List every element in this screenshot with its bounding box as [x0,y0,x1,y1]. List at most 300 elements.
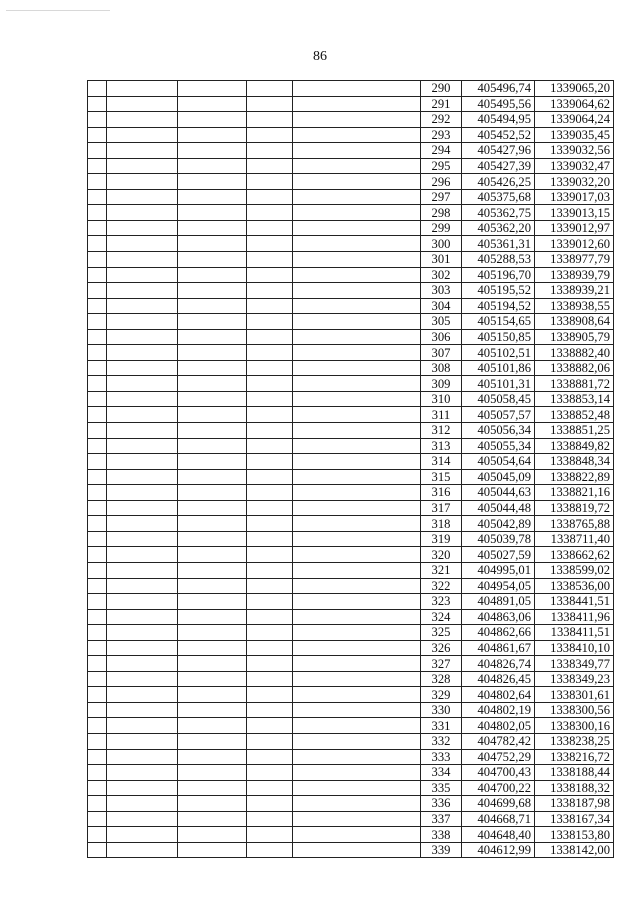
empty-cell [178,143,247,159]
x-coordinate-cell: 404802,64 [462,687,535,703]
x-coordinate-cell: 405044,63 [462,485,535,501]
table-row [88,656,614,672]
point-number-cell: 312 [421,423,462,439]
table-row [88,314,614,330]
y-coordinate-cell: 1338349,23 [535,671,614,687]
point-number-cell: 319 [421,531,462,547]
empty-cell [107,407,178,423]
point-number-cell: 310 [421,391,462,407]
empty-cell [293,609,421,625]
empty-cell [178,500,247,516]
empty-cell [293,298,421,314]
empty-cell [88,827,107,843]
y-coordinate-cell: 1339064,24 [535,112,614,128]
empty-cell [88,360,107,376]
empty-cell [293,827,421,843]
empty-cell [247,827,293,843]
empty-cell [293,811,421,827]
empty-cell [293,702,421,718]
empty-cell [247,391,293,407]
table-row [88,500,614,516]
point-number-cell: 293 [421,127,462,143]
y-coordinate-cell: 1338821,16 [535,485,614,501]
point-number-cell: 290 [421,81,462,97]
point-number-cell: 324 [421,609,462,625]
empty-cell [178,236,247,252]
empty-cell [107,174,178,190]
x-coordinate-cell: 404802,05 [462,718,535,734]
empty-cell [88,205,107,221]
empty-cell [293,360,421,376]
y-coordinate-cell: 1339012,97 [535,220,614,236]
empty-cell [178,329,247,345]
x-coordinate-cell: 404700,43 [462,765,535,781]
empty-cell [178,220,247,236]
point-number-cell: 315 [421,469,462,485]
table-row [88,811,614,827]
x-coordinate-cell: 405496,74 [462,81,535,97]
table-row [88,718,614,734]
empty-cell [88,811,107,827]
table-row [88,236,614,252]
empty-cell [107,391,178,407]
empty-cell [293,842,421,858]
y-coordinate-cell: 1338852,48 [535,407,614,423]
y-coordinate-cell: 1338908,64 [535,314,614,330]
point-number-cell: 330 [421,702,462,718]
table-row [88,143,614,159]
empty-cell [107,594,178,610]
table-row [88,345,614,361]
y-coordinate-cell: 1338938,55 [535,298,614,314]
y-coordinate-cell: 1338441,51 [535,594,614,610]
point-number-cell: 299 [421,220,462,236]
x-coordinate-cell: 404863,06 [462,609,535,625]
empty-cell [107,112,178,128]
empty-cell [88,485,107,501]
empty-cell [178,345,247,361]
empty-cell [107,562,178,578]
empty-cell [178,252,247,268]
empty-cell [178,391,247,407]
empty-cell [88,314,107,330]
empty-cell [107,454,178,470]
point-number-cell: 317 [421,500,462,516]
empty-cell [107,127,178,143]
y-coordinate-cell: 1338939,79 [535,267,614,283]
y-coordinate-cell: 1338939,21 [535,283,614,299]
table-row [88,578,614,594]
empty-cell [178,656,247,672]
empty-cell [293,531,421,547]
empty-cell [178,640,247,656]
point-number-cell: 305 [421,314,462,330]
empty-cell [178,112,247,128]
empty-cell [88,578,107,594]
table-row [88,112,614,128]
x-coordinate-cell: 405056,34 [462,423,535,439]
point-number-cell: 297 [421,189,462,205]
empty-cell [178,562,247,578]
x-coordinate-cell: 405045,09 [462,469,535,485]
y-coordinate-cell: 1338819,72 [535,500,614,516]
empty-cell [88,391,107,407]
coordinates-table-body [88,81,614,858]
empty-cell [247,811,293,827]
table-row [88,594,614,610]
empty-cell [293,205,421,221]
x-coordinate-cell: 405042,89 [462,516,535,532]
empty-cell [178,485,247,501]
empty-cell [178,81,247,97]
empty-cell [107,298,178,314]
empty-cell [247,345,293,361]
empty-cell [88,112,107,128]
empty-cell [107,189,178,205]
empty-cell [178,687,247,703]
empty-cell [293,671,421,687]
y-coordinate-cell: 1338851,25 [535,423,614,439]
x-coordinate-cell: 405427,96 [462,143,535,159]
empty-cell [88,143,107,159]
empty-cell [293,174,421,190]
x-coordinate-cell: 405495,56 [462,96,535,112]
empty-cell [88,671,107,687]
y-coordinate-cell: 1338977,79 [535,252,614,268]
empty-cell [88,438,107,454]
empty-cell [107,376,178,392]
empty-cell [247,500,293,516]
table-row [88,749,614,765]
x-coordinate-cell: 404995,01 [462,562,535,578]
point-number-cell: 325 [421,625,462,641]
table-row [88,842,614,858]
point-number-cell: 332 [421,733,462,749]
empty-cell [247,780,293,796]
empty-cell [247,205,293,221]
empty-cell [107,796,178,812]
x-coordinate-cell: 405427,39 [462,158,535,174]
point-number-cell: 314 [421,454,462,470]
empty-cell [247,220,293,236]
x-coordinate-cell: 405426,25 [462,174,535,190]
table-row [88,547,614,563]
x-coordinate-cell: 404700,22 [462,780,535,796]
empty-cell [107,220,178,236]
x-coordinate-cell: 405452,52 [462,127,535,143]
table-row [88,687,614,703]
empty-cell [293,329,421,345]
y-coordinate-cell: 1338153,80 [535,827,614,843]
table-row [88,96,614,112]
y-coordinate-cell: 1338188,44 [535,765,614,781]
x-coordinate-cell: 405101,31 [462,376,535,392]
x-coordinate-cell: 405057,57 [462,407,535,423]
table-row [88,329,614,345]
y-coordinate-cell: 1338711,40 [535,531,614,547]
y-coordinate-cell: 1339013,15 [535,205,614,221]
table-row [88,531,614,547]
point-number-cell: 294 [421,143,462,159]
table-row [88,671,614,687]
table-row [88,796,614,812]
empty-cell [88,796,107,812]
table-row [88,516,614,532]
point-number-cell: 291 [421,96,462,112]
empty-cell [107,702,178,718]
empty-cell [247,423,293,439]
empty-cell [88,345,107,361]
empty-cell [293,143,421,159]
empty-cell [107,360,178,376]
empty-cell [107,827,178,843]
empty-cell [107,438,178,454]
empty-cell [107,267,178,283]
empty-cell [247,298,293,314]
empty-cell [88,158,107,174]
empty-cell [178,96,247,112]
empty-cell [107,718,178,734]
y-coordinate-cell: 1338849,82 [535,438,614,454]
table-row [88,189,614,205]
y-coordinate-cell: 1338216,72 [535,749,614,765]
point-number-cell: 334 [421,765,462,781]
empty-cell [293,252,421,268]
empty-cell [293,81,421,97]
x-coordinate-cell: 404891,05 [462,594,535,610]
table-row [88,625,614,641]
empty-cell [247,594,293,610]
empty-cell [107,733,178,749]
empty-cell [107,811,178,827]
x-coordinate-cell: 405039,78 [462,531,535,547]
y-coordinate-cell: 1338882,40 [535,345,614,361]
empty-cell [88,842,107,858]
x-coordinate-cell: 405195,52 [462,283,535,299]
y-coordinate-cell: 1339065,20 [535,81,614,97]
y-coordinate-cell: 1338882,06 [535,360,614,376]
empty-cell [107,640,178,656]
point-number-cell: 292 [421,112,462,128]
y-coordinate-cell: 1338238,25 [535,733,614,749]
empty-cell [293,656,421,672]
table-row [88,423,614,439]
table-row [88,127,614,143]
empty-cell [107,609,178,625]
empty-cell [178,360,247,376]
empty-cell [293,345,421,361]
table-row [88,81,614,97]
empty-cell [178,454,247,470]
empty-cell [107,531,178,547]
point-number-cell: 304 [421,298,462,314]
empty-cell [247,718,293,734]
empty-cell [107,469,178,485]
empty-cell [247,329,293,345]
x-coordinate-cell: 404612,99 [462,842,535,858]
point-number-cell: 302 [421,267,462,283]
empty-cell [107,625,178,641]
empty-cell [247,749,293,765]
point-number-cell: 338 [421,827,462,843]
x-coordinate-cell: 405196,70 [462,267,535,283]
y-coordinate-cell: 1338599,02 [535,562,614,578]
empty-cell [293,578,421,594]
empty-cell [107,314,178,330]
empty-cell [88,423,107,439]
empty-cell [293,469,421,485]
empty-cell [107,656,178,672]
empty-cell [293,158,421,174]
empty-cell [293,189,421,205]
empty-cell [178,267,247,283]
empty-cell [247,765,293,781]
empty-cell [88,267,107,283]
y-coordinate-cell: 1338301,61 [535,687,614,703]
empty-cell [293,391,421,407]
empty-cell [88,298,107,314]
table-row [88,469,614,485]
empty-cell [293,423,421,439]
empty-cell [107,578,178,594]
table-row [88,780,614,796]
empty-cell [88,609,107,625]
empty-cell [178,765,247,781]
x-coordinate-cell: 404802,19 [462,702,535,718]
table-row [88,827,614,843]
empty-cell [247,562,293,578]
x-coordinate-cell: 405362,75 [462,205,535,221]
y-coordinate-cell: 1338881,72 [535,376,614,392]
y-coordinate-cell: 1338822,89 [535,469,614,485]
x-coordinate-cell: 405194,52 [462,298,535,314]
empty-cell [88,780,107,796]
table-row [88,376,614,392]
empty-cell [247,252,293,268]
y-coordinate-cell: 1338765,88 [535,516,614,532]
empty-cell [178,189,247,205]
empty-cell [293,749,421,765]
point-number-cell: 328 [421,671,462,687]
empty-cell [247,609,293,625]
empty-cell [293,625,421,641]
point-number-cell: 307 [421,345,462,361]
point-number-cell: 311 [421,407,462,423]
empty-cell [107,780,178,796]
table-row [88,454,614,470]
empty-cell [178,531,247,547]
y-coordinate-cell: 1338848,34 [535,454,614,470]
x-coordinate-cell: 405154,65 [462,314,535,330]
empty-cell [247,407,293,423]
x-coordinate-cell: 405362,20 [462,220,535,236]
empty-cell [247,733,293,749]
empty-cell [293,687,421,703]
x-coordinate-cell: 405027,59 [462,547,535,563]
point-number-cell: 298 [421,205,462,221]
empty-cell [107,687,178,703]
table-row [88,609,614,625]
point-number-cell: 333 [421,749,462,765]
empty-cell [178,780,247,796]
empty-cell [293,283,421,299]
empty-cell [247,702,293,718]
y-coordinate-cell: 1338349,77 [535,656,614,672]
empty-cell [88,718,107,734]
y-coordinate-cell: 1339012,60 [535,236,614,252]
empty-cell [293,562,421,578]
empty-cell [88,236,107,252]
page-number: 86 [313,49,327,64]
coordinates-table [87,80,614,858]
empty-cell [88,640,107,656]
empty-cell [88,376,107,392]
point-number-cell: 337 [421,811,462,827]
empty-cell [107,329,178,345]
empty-cell [88,702,107,718]
empty-cell [247,438,293,454]
empty-cell [88,96,107,112]
table-row [88,205,614,221]
empty-cell [293,314,421,330]
empty-cell [88,687,107,703]
empty-cell [178,625,247,641]
empty-cell [247,112,293,128]
empty-cell [107,236,178,252]
point-number-cell: 318 [421,516,462,532]
empty-cell [293,640,421,656]
empty-cell [293,112,421,128]
y-coordinate-cell: 1338187,98 [535,796,614,812]
empty-cell [178,547,247,563]
empty-cell [178,811,247,827]
empty-cell [293,267,421,283]
y-coordinate-cell: 1338411,96 [535,609,614,625]
y-coordinate-cell: 1339032,20 [535,174,614,190]
empty-cell [178,671,247,687]
y-coordinate-cell: 1339017,03 [535,189,614,205]
table-row [88,360,614,376]
empty-cell [293,407,421,423]
empty-cell [107,283,178,299]
empty-cell [293,733,421,749]
point-number-cell: 306 [421,329,462,345]
empty-cell [247,189,293,205]
x-coordinate-cell: 404826,45 [462,671,535,687]
y-coordinate-cell: 1339032,47 [535,158,614,174]
x-coordinate-cell: 405054,64 [462,454,535,470]
empty-cell [178,407,247,423]
empty-cell [88,283,107,299]
empty-cell [247,314,293,330]
empty-cell [178,749,247,765]
table-row [88,158,614,174]
y-coordinate-cell: 1338411,51 [535,625,614,641]
empty-cell [178,733,247,749]
table-row [88,174,614,190]
x-coordinate-cell: 405288,53 [462,252,535,268]
point-number-cell: 335 [421,780,462,796]
empty-cell [107,143,178,159]
y-coordinate-cell: 1338905,79 [535,329,614,345]
table-row [88,283,614,299]
y-coordinate-cell: 1338300,56 [535,702,614,718]
empty-cell [178,516,247,532]
empty-cell [178,718,247,734]
empty-cell [178,174,247,190]
point-number-cell: 321 [421,562,462,578]
point-number-cell: 308 [421,360,462,376]
